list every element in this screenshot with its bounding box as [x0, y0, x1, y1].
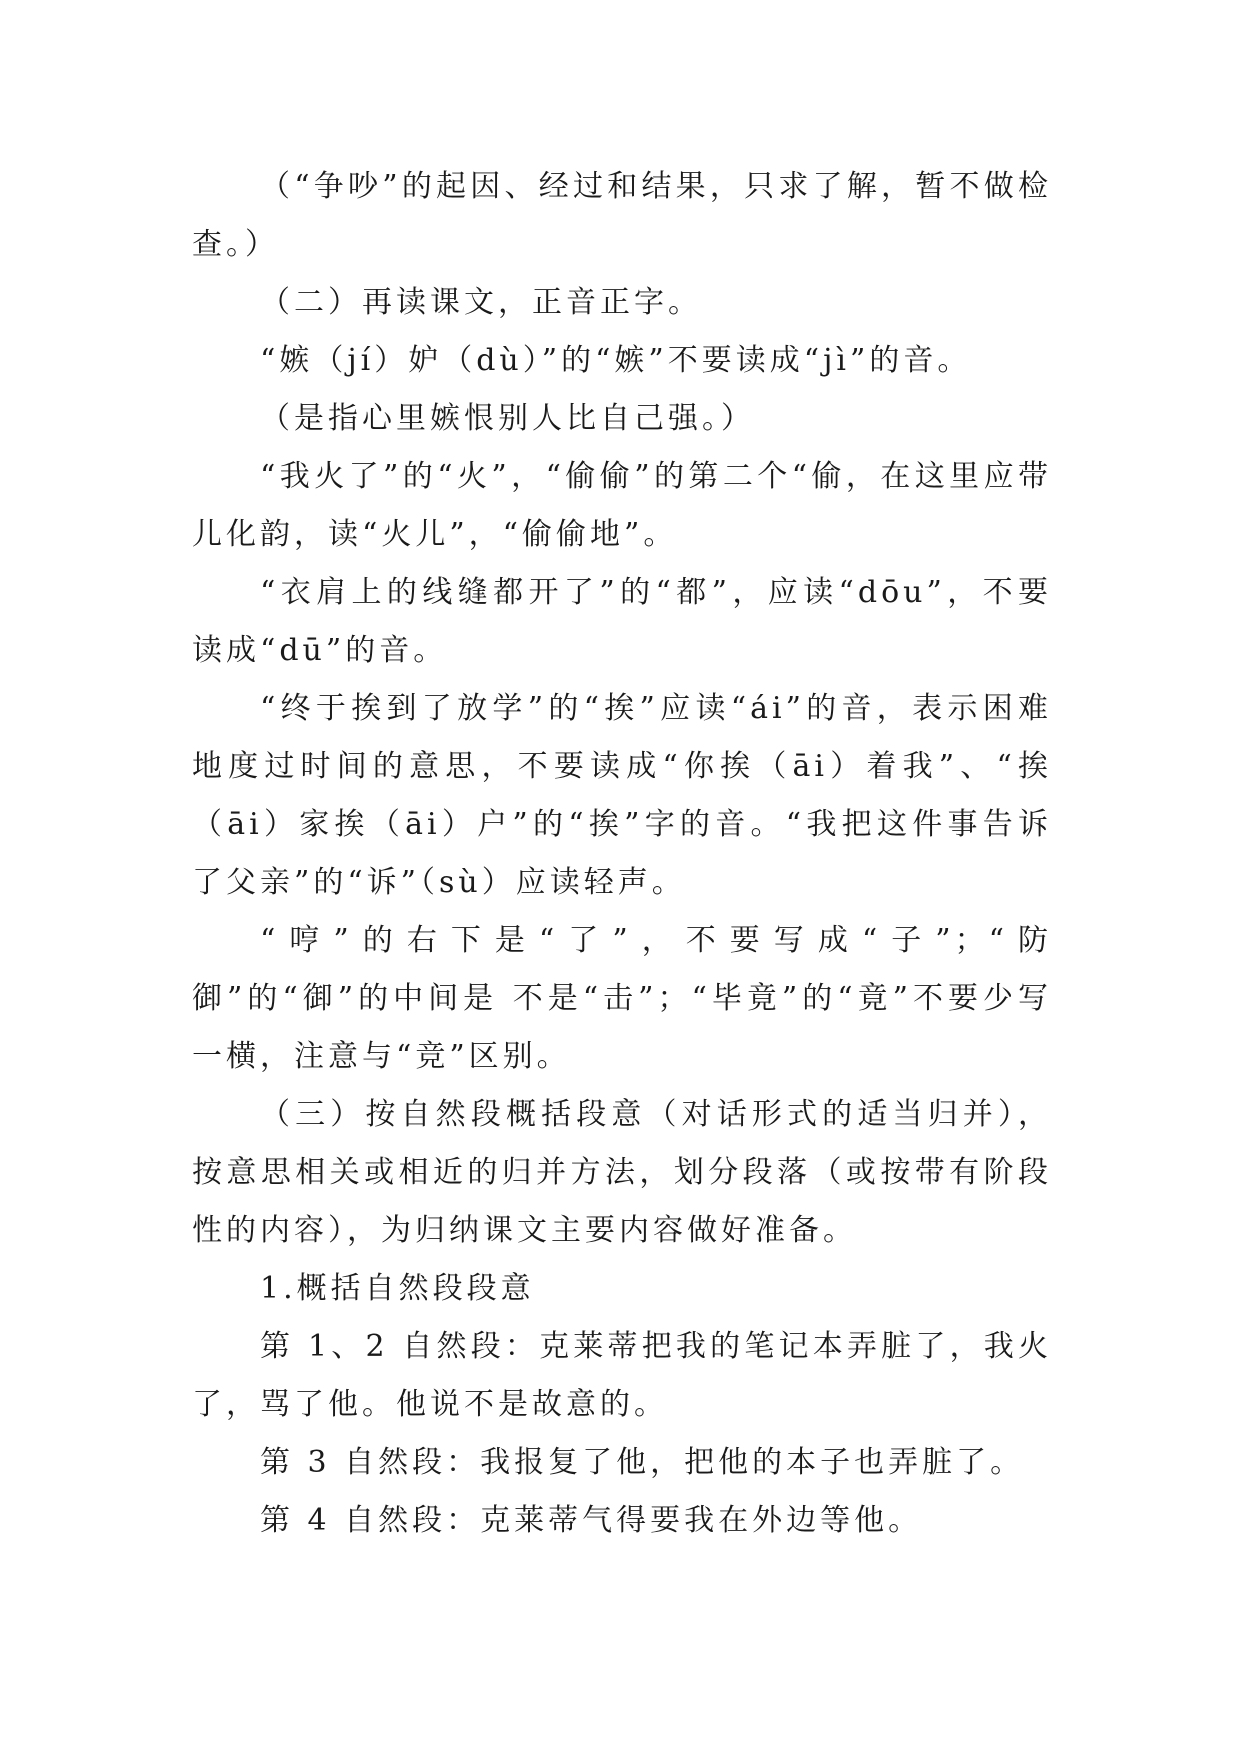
- paragraph-section-three-heading: （三）按自然段概括段意（对话形式的适当归并），按意思相关或相近的归并方法，划分段落（或按带有阶段性的内容），为归纳课文主要内容做好准备。: [192, 1097, 1052, 1248]
- paragraph-character-writing: “哼”的右下是“了”，不要写成“子”；“防御”的“御”的中间是 不是“击”；“毕竟”的“竟”不要少写一横，注意与“竞”区别。: [192, 923, 1052, 1074]
- paragraph-summary-4: 第 4 自然段：克莱蒂气得要我在外边等他。: [260, 1503, 923, 1538]
- paragraph-jealousy-meaning: （是指心里嫉恨别人比自己强。）: [260, 401, 755, 436]
- paragraph-dou-pronunciation: “衣肩上的线缝都开了”的“都”，应读“dōu”，不要读成“dū”的音。: [192, 575, 1052, 668]
- document-body: [192, 158, 1052, 1550]
- paragraph-jealousy-pronunciation: “嫉（jí）妒（dù）”的“嫉”不要读成“jì”的音。: [260, 343, 972, 378]
- paragraph-summary-3: 第 3 自然段：我报复了他，把他的本子也弄脏了。: [260, 1445, 1025, 1480]
- paragraph-erhua-note: “我火了”的“火”，“偷偷”的第二个“偷，在这里应带儿化韵，读“火儿”，“偷偷地”。: [192, 459, 1052, 552]
- paragraph-ai-pronunciation: “终于挨到了放学”的“挨”应读“ái”的音，表示困难地度过时间的意思，不要读成“你挨（āi）着我”、“挨（āi）家挨（āi）户”的“挨”字的音。“我把这件事告诉了父亲”的“诉”（sù）应读轻声。: [192, 691, 1052, 900]
- paragraph-summary-heading: 1.概括自然段段意: [260, 1271, 535, 1306]
- paragraph-section-two-heading: （二）再读课文，正音正字。: [260, 285, 702, 320]
- paragraph-summary-1-2: 第 1、2 自然段：克莱蒂把我的笔记本弄脏了，我火了，骂了他。他说不是故意的。: [192, 1329, 1052, 1422]
- paragraph-quarrel-note: （“争吵”的起因、经过和结果，只求了解，暂不做检查。）: [192, 169, 1052, 262]
